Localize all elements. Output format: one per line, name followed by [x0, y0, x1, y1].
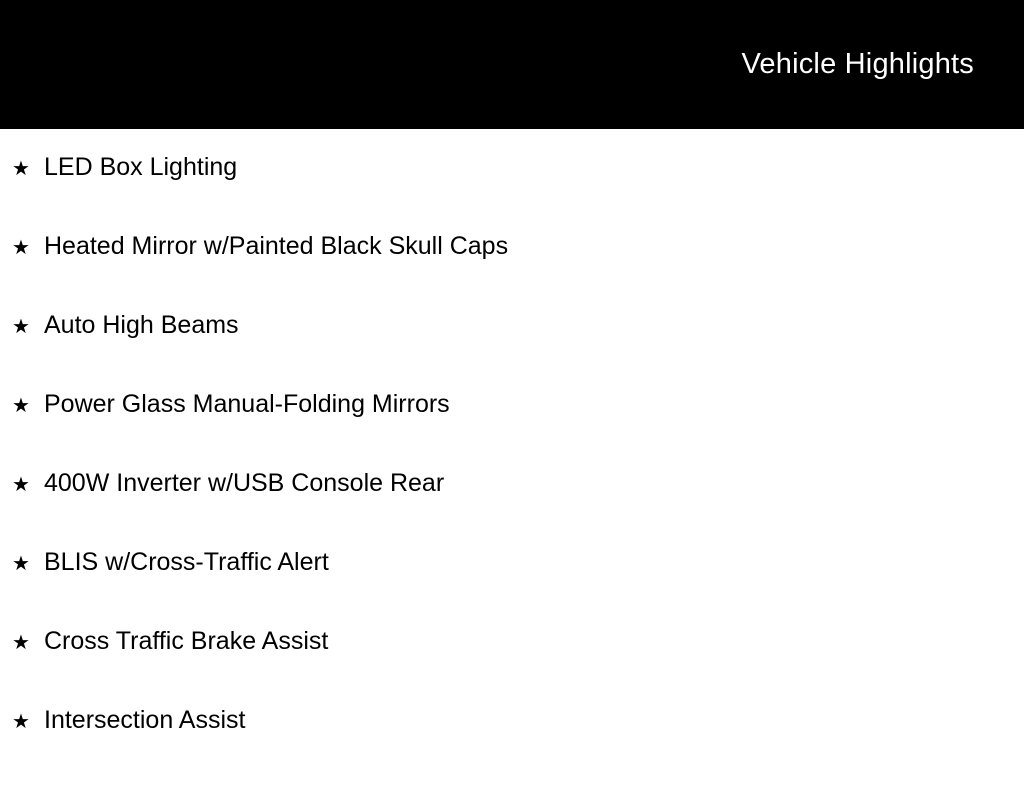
list-item — [0, 471, 1024, 550]
vehicle-highlights-list — [0, 129, 1024, 787]
star-icon: ★ — [12, 553, 30, 575]
highlight-label: Intersection Assist — [44, 706, 246, 734]
highlight-label: BLIS w/Cross-Traffic Alert — [44, 548, 329, 576]
star-icon: ★ — [12, 237, 30, 259]
list-item — [0, 629, 1024, 708]
header-bar — [0, 0, 1024, 129]
highlight-label: Heated Mirror w/Painted Black Skull Caps — [44, 232, 509, 260]
highlight-label: Auto High Beams — [44, 311, 239, 339]
list-item — [0, 234, 1024, 313]
list-item — [0, 313, 1024, 392]
star-icon: ★ — [12, 632, 30, 654]
star-icon: ★ — [12, 711, 30, 733]
highlight-label: Cross Traffic Brake Assist — [44, 627, 329, 655]
list-item — [0, 708, 1024, 787]
star-icon: ★ — [12, 316, 30, 338]
list-item — [0, 392, 1024, 471]
star-icon: ★ — [12, 474, 30, 496]
page-title: Vehicle Highlights — [741, 48, 974, 80]
highlight-label: Power Glass Manual-Folding Mirrors — [44, 390, 450, 418]
highlight-label: 400W Inverter w/USB Console Rear — [44, 469, 445, 497]
list-item — [0, 550, 1024, 629]
list-item — [0, 129, 1024, 234]
star-icon: ★ — [12, 395, 30, 417]
star-icon: ★ — [12, 158, 30, 180]
highlight-label: LED Box Lighting — [44, 153, 238, 181]
